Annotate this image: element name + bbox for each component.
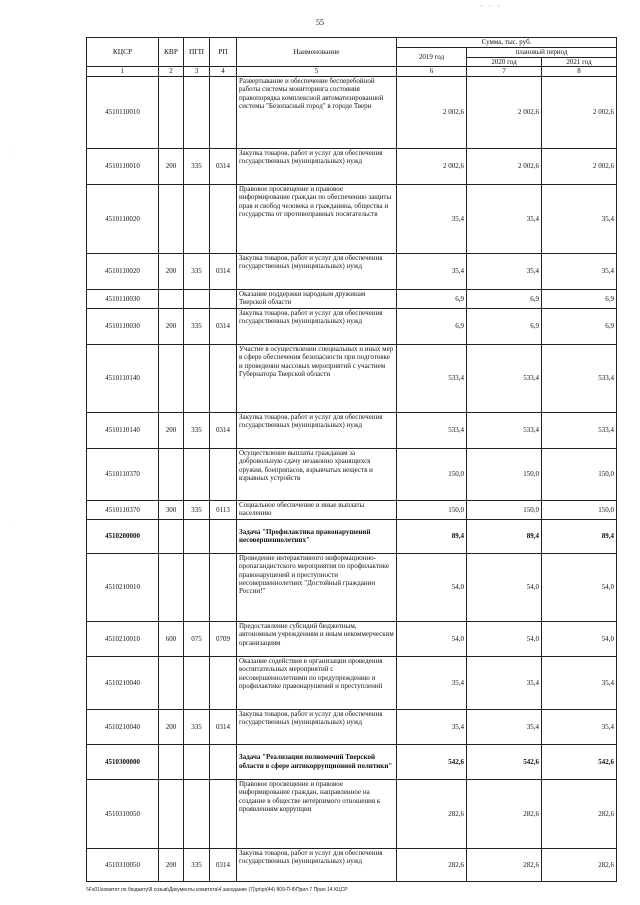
column-number: 4 <box>210 67 237 76</box>
column-number: 1 <box>87 67 159 76</box>
pgp-cell: 075 <box>184 621 210 656</box>
amount-2021-cell: 89,4 <box>542 519 617 553</box>
amount-2021-cell: 35,4 <box>542 184 617 253</box>
amount-2020-cell: 35,4 <box>467 656 542 709</box>
rp-cell: 0314 <box>210 308 237 344</box>
rp-cell <box>210 184 237 253</box>
header-kcsr: КЦСР <box>87 38 159 67</box>
rp-cell: 0314 <box>210 709 237 744</box>
kcsr-cell: 4510310050 <box>87 779 159 848</box>
name-cell: Закупка товаров, работ и услуг для обеспечения государственных (муниципальных) нужд <box>237 412 397 448</box>
kvr-cell <box>159 76 184 148</box>
amount-2020-cell: 89,4 <box>467 519 542 553</box>
name-cell: Закупка товаров, работ и услуг для обеспечения государственных (муниципальных) нужд <box>237 253 397 289</box>
rp-cell <box>210 344 237 412</box>
rp-cell: 0314 <box>210 253 237 289</box>
pgp-cell: 335 <box>184 148 210 184</box>
amount-2019-cell: 2 002,6 <box>397 76 467 148</box>
amount-2020-cell: 2 002,6 <box>467 148 542 184</box>
kvr-cell <box>159 656 184 709</box>
amount-2019-cell: 35,4 <box>397 709 467 744</box>
amount-2019-cell: 35,4 <box>397 253 467 289</box>
kvr-cell: 200 <box>159 412 184 448</box>
table-row <box>87 500 617 519</box>
table-row <box>87 519 617 553</box>
table-body <box>87 76 617 881</box>
kcsr-cell: 4510110020 <box>87 253 159 289</box>
pgp-cell: 335 <box>184 848 210 881</box>
header-planned-period: плановый период <box>467 48 617 58</box>
table-row <box>87 76 617 148</box>
amount-2020-cell: 35,4 <box>467 709 542 744</box>
amount-2019-cell: 35,4 <box>397 656 467 709</box>
table-row <box>87 308 617 344</box>
amount-2019-cell: 542,6 <box>397 744 467 779</box>
table-row <box>87 253 617 289</box>
header-name: Наименование <box>237 38 397 67</box>
table-row <box>87 148 617 184</box>
column-number: 7 <box>467 67 542 76</box>
kcsr-cell: 4510110030 <box>87 289 159 308</box>
name-cell: Оказание содействия в организации проведения воспитательных мероприятий с несовершеннолетними по предупреждению и профилактике правонарушений и преступлений <box>237 656 397 709</box>
name-cell: Участие в осуществлении специальных и иных мер в сфере обеспечения безопасности при подготовке и проведении массовых мероприятий с участием Губернатора Тверской области <box>237 344 397 412</box>
amount-2019-cell: 89,4 <box>397 519 467 553</box>
kvr-cell: 200 <box>159 709 184 744</box>
pgp-cell: 335 <box>184 253 210 289</box>
header-rp: РП <box>210 38 237 67</box>
kcsr-cell: 4510110020 <box>87 184 159 253</box>
table-row <box>87 184 617 253</box>
kcsr-cell: 4510200000 <box>87 519 159 553</box>
kvr-cell <box>159 779 184 848</box>
amount-2021-cell: 6,9 <box>542 289 617 308</box>
amount-2020-cell: 6,9 <box>467 308 542 344</box>
scan-artifact: · <box>14 520 16 526</box>
name-cell: Закупка товаров, работ и услуг для обеспечения государственных (муниципальных) нужд <box>237 709 397 744</box>
rp-cell: 0709 <box>210 621 237 656</box>
budget-table <box>86 37 617 882</box>
name-cell: Проведение интерактивного информационно-пропагандистского мероприятия по профилактике правонарушений и преступности несовершеннолетних "Достойный гражданин России!" <box>237 553 397 621</box>
kcsr-cell: 4510210010 <box>87 553 159 621</box>
amount-2021-cell: 150,0 <box>542 500 617 519</box>
amount-2019-cell: 150,0 <box>397 500 467 519</box>
name-cell: Осуществление выплаты гражданам за добровольную сдачу незаконно хранящихся оружия, боеприпасов, взрывчатых веществ и взрывных устройств <box>237 448 397 500</box>
amount-2020-cell: 54,0 <box>467 553 542 621</box>
amount-2019-cell: 35,4 <box>397 184 467 253</box>
header-pgp: ПГП <box>184 38 210 67</box>
table-row <box>87 779 617 848</box>
amount-2019-cell: 6,9 <box>397 289 467 308</box>
kcsr-cell: 4510110140 <box>87 412 159 448</box>
pgp-cell <box>184 553 210 621</box>
name-cell: Правовое просвещение и правовое информирование граждан по обеспечению защиты прав и свобод человека и гражданина, общества и государства от противоправных посягательств <box>237 184 397 253</box>
name-cell: Оказание поддержки народным дружинам Тверской области <box>237 289 397 308</box>
header-sum: Сумма, тыс. руб. <box>397 38 617 48</box>
amount-2019-cell: 533,4 <box>397 412 467 448</box>
pgp-cell <box>184 289 210 308</box>
scan-artifact: · <box>14 150 16 156</box>
pgp-cell: 335 <box>184 308 210 344</box>
amount-2021-cell: 54,0 <box>542 553 617 621</box>
amount-2021-cell: 6,9 <box>542 308 617 344</box>
amount-2021-cell: 35,4 <box>542 253 617 289</box>
amount-2021-cell: 533,4 <box>542 412 617 448</box>
table-row <box>87 744 617 779</box>
amount-2021-cell: 2 002,6 <box>542 76 617 148</box>
kcsr-cell: 4510210040 <box>87 709 159 744</box>
amount-2021-cell: 35,4 <box>542 656 617 709</box>
amount-2019-cell: 150,0 <box>397 448 467 500</box>
name-cell: Задача "Профилактика правонарушений несовершеннолетних" <box>237 519 397 553</box>
kvr-cell <box>159 448 184 500</box>
rp-cell: 0113 <box>210 500 237 519</box>
column-number: 3 <box>184 67 210 76</box>
amount-2019-cell: 54,0 <box>397 553 467 621</box>
amount-2020-cell: 282,6 <box>467 779 542 848</box>
kcsr-cell: 4510210010 <box>87 621 159 656</box>
page-number: 55 <box>316 18 324 27</box>
name-cell: Закупка товаров, работ и услуг для обеспечения государственных (муниципальных) нужд <box>237 308 397 344</box>
header-kvr: КВР <box>159 38 184 67</box>
rp-cell <box>210 519 237 553</box>
pgp-cell <box>184 448 210 500</box>
kcsr-cell: 4510300000 <box>87 744 159 779</box>
rp-cell: 0314 <box>210 848 237 881</box>
table-row <box>87 709 617 744</box>
header-2021: 2021 год <box>542 58 617 67</box>
rp-cell <box>210 656 237 709</box>
kvr-cell <box>159 344 184 412</box>
amount-2020-cell: 533,4 <box>467 344 542 412</box>
column-number: 2 <box>159 67 184 76</box>
pgp-cell <box>184 76 210 148</box>
kvr-cell <box>159 519 184 553</box>
amount-2019-cell: 2 002,6 <box>397 148 467 184</box>
scan-corner-mark: · · · <box>480 2 502 11</box>
kcsr-cell: 4510210040 <box>87 656 159 709</box>
header-2019: 2019 год <box>397 48 467 67</box>
table-row <box>87 289 617 308</box>
name-cell: Социальное обеспечение и иные выплаты населению <box>237 500 397 519</box>
amount-2020-cell: 54,0 <box>467 621 542 656</box>
rp-cell <box>210 76 237 148</box>
name-cell: Закупка товаров, работ и услуг для обеспечения государственных (муниципальных) нужд <box>237 848 397 881</box>
header-2020: 2020 год <box>467 58 542 67</box>
kvr-cell: 300 <box>159 500 184 519</box>
pgp-cell <box>184 656 210 709</box>
amount-2020-cell: 150,0 <box>467 500 542 519</box>
kvr-cell <box>159 553 184 621</box>
rp-cell <box>210 289 237 308</box>
amount-2021-cell: 150,0 <box>542 448 617 500</box>
kcsr-cell: 4510110010 <box>87 76 159 148</box>
amount-2019-cell: 282,6 <box>397 848 467 881</box>
amount-2019-cell: 6,9 <box>397 308 467 344</box>
kcsr-cell: 4510110370 <box>87 448 159 500</box>
name-cell: Правовое просвещение и правовое информирование граждан, направленное на создание в обществе нетерпимого отношения к проявлениям коррупции <box>237 779 397 848</box>
amount-2020-cell: 35,4 <box>467 184 542 253</box>
amount-2021-cell: 282,6 <box>542 848 617 881</box>
pgp-cell <box>184 744 210 779</box>
pgp-cell <box>184 344 210 412</box>
amount-2021-cell: 35,4 <box>542 709 617 744</box>
pgp-cell <box>184 184 210 253</box>
kcsr-cell: 4510110010 <box>87 148 159 184</box>
kvr-cell <box>159 289 184 308</box>
pgp-cell <box>184 519 210 553</box>
kvr-cell: 600 <box>159 621 184 656</box>
column-number: 8 <box>542 67 617 76</box>
pgp-cell: 335 <box>184 500 210 519</box>
amount-2021-cell: 542,6 <box>542 744 617 779</box>
pgp-cell <box>184 779 210 848</box>
kvr-cell <box>159 744 184 779</box>
amount-2021-cell: 533,4 <box>542 344 617 412</box>
rp-cell: 0314 <box>210 412 237 448</box>
name-cell: Задача "Реализация полномочий Тверской области в сфере антикоррупционной политики" <box>237 744 397 779</box>
pgp-cell: 335 <box>184 709 210 744</box>
rp-cell <box>210 779 237 848</box>
kcsr-cell: 4510110370 <box>87 500 159 519</box>
amount-2019-cell: 54,0 <box>397 621 467 656</box>
amount-2021-cell: 282,6 <box>542 779 617 848</box>
pgp-cell: 335 <box>184 412 210 448</box>
name-cell: Закупка товаров, работ и услуг для обеспечения государственных (муниципальных) нужд <box>237 148 397 184</box>
column-number: 5 <box>237 67 397 76</box>
kvr-cell: 200 <box>159 253 184 289</box>
amount-2020-cell: 282,6 <box>467 848 542 881</box>
kcsr-cell: 4510110030 <box>87 308 159 344</box>
footer-file-path: \\Fs01\комитет по бюджету\8 созыв\Документы комитета\4 заседание (7)\pr\pr(44) 809-П-8\Прил 7 Прил 14 КЦСР <box>86 887 348 893</box>
name-cell: Предоставление субсидий бюджетным, автономным учреждениям и иным некоммерческим организациям <box>237 621 397 656</box>
kvr-cell <box>159 184 184 253</box>
amount-2021-cell: 54,0 <box>542 621 617 656</box>
column-number: 6 <box>397 67 467 76</box>
name-cell: Развертывание и обеспечение бесперебойной работы системы мониторинга состояния правопорядка комплексной автоматизированной системы "Безопасный город" в городе Твери <box>237 76 397 148</box>
amount-2021-cell: 2 002,6 <box>542 148 617 184</box>
rp-cell <box>210 553 237 621</box>
table-row <box>87 448 617 500</box>
rp-cell: 0314 <box>210 148 237 184</box>
table-row <box>87 344 617 412</box>
amount-2020-cell: 533,4 <box>467 412 542 448</box>
table-row <box>87 553 617 621</box>
table-row <box>87 621 617 656</box>
amount-2019-cell: 533,4 <box>397 344 467 412</box>
column-number-row <box>87 67 617 76</box>
kcsr-cell: 4510310050 <box>87 848 159 881</box>
table-row <box>87 412 617 448</box>
amount-2020-cell: 150,0 <box>467 448 542 500</box>
kcsr-cell: 4510110140 <box>87 344 159 412</box>
amount-2020-cell: 35,4 <box>467 253 542 289</box>
kvr-cell: 200 <box>159 308 184 344</box>
amount-2020-cell: 2 002,6 <box>467 76 542 148</box>
kvr-cell: 200 <box>159 848 184 881</box>
table-row <box>87 656 617 709</box>
table-row <box>87 848 617 881</box>
kvr-cell: 200 <box>159 148 184 184</box>
amount-2020-cell: 6,9 <box>467 289 542 308</box>
rp-cell <box>210 744 237 779</box>
rp-cell <box>210 448 237 500</box>
amount-2019-cell: 282,6 <box>397 779 467 848</box>
amount-2020-cell: 542,6 <box>467 744 542 779</box>
